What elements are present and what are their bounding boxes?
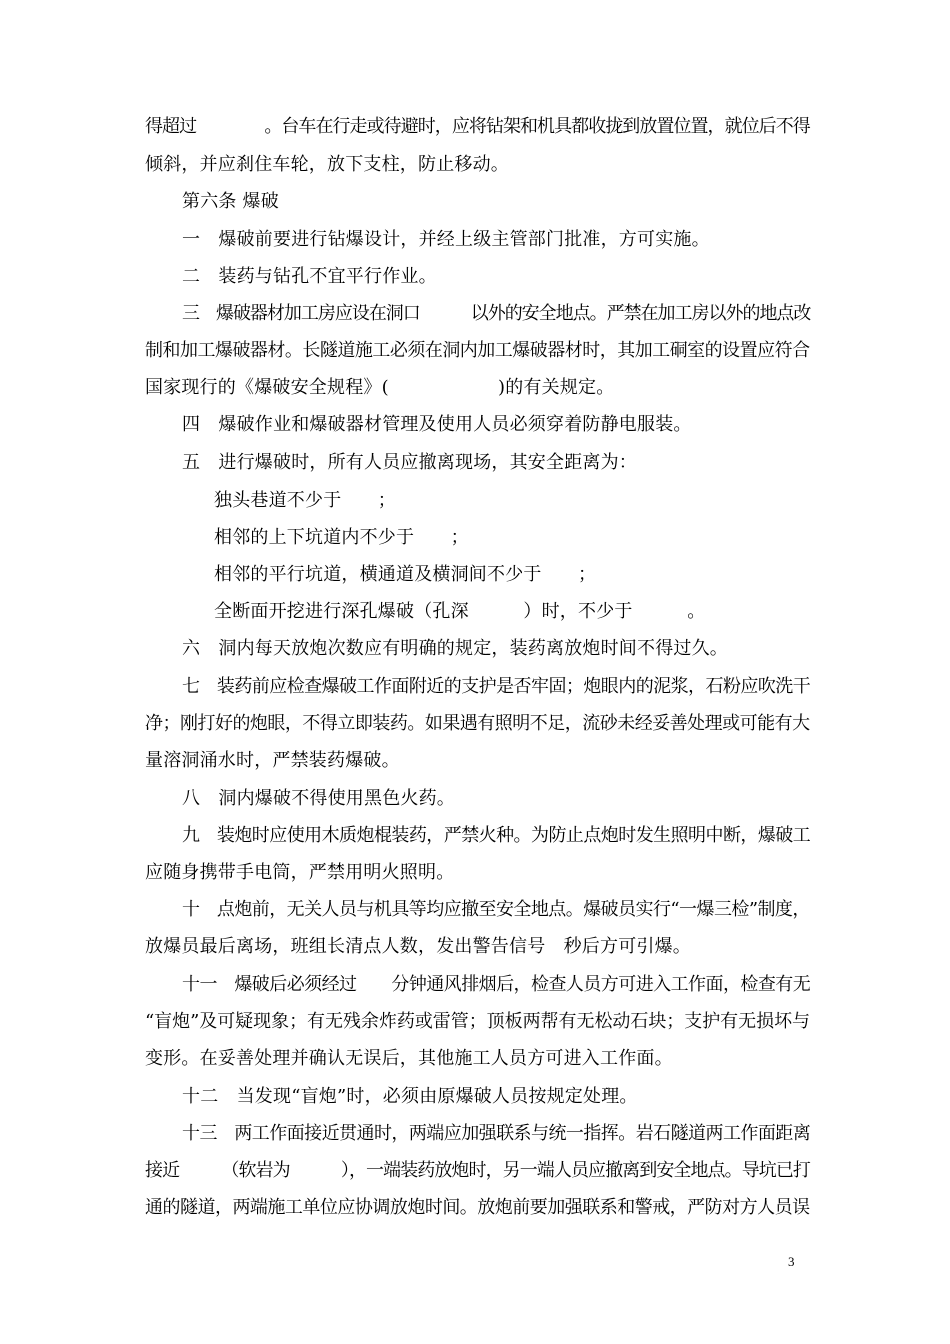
text-line: 十三 两工作面接近贯通时，两端应加强联系与统一指挥。岩石隧道两工作面距离: [182, 1123, 811, 1144]
text-line: 五 进行爆破时，所有人员应撤离现场，其安全距离为：: [182, 452, 637, 473]
text-line: 放爆员最后离场，班组长清点人数，发出警告信号 秒后方可引爆。: [145, 936, 691, 957]
text-line: 净；刚打好的炮眼，不得立即装药。如果遇有照明不足，流砂未经妥善处理或可能有大: [145, 713, 810, 734]
text-line: 十一 爆破后必须经过 分钟通风排烟后，检查人员方可进入工作面，检查有无: [182, 974, 811, 995]
text-line: 十二 当发现“盲炮”时，必须由原爆破人员按规定处理。: [182, 1086, 638, 1107]
text-line: 一 爆破前要进行钻爆设计，并经上级主管部门批准，方可实施。: [182, 229, 710, 250]
text-line: 得超过 。台车在行走或待避时，应将钻架和机具都收拢到放置位置，就位后不得: [145, 116, 810, 137]
text-line: 应随身携带手电筒，严禁用明火照明。: [145, 862, 455, 883]
text-line: 九 装炮时应使用木质炮棍装药，严禁火种。为防止点炮时发生照明中断，爆破工: [182, 825, 811, 846]
text-line: 相邻的平行坑道，横通道及横洞间不少于 ；: [214, 564, 597, 585]
text-line: 十 点炮前，无关人员与机具等均应撤至安全地点。爆破员实行“一爆三检”制度，: [182, 899, 810, 920]
text-line: 七 装药前应检查爆破工作面附近的支护是否牢固；炮眼内的泥浆，石粉应吹洗干: [182, 676, 811, 697]
text-line: 全断面开挖进行深孔爆破（孔深 ）时，不少于 。: [214, 601, 706, 622]
text-line: 通的隧道，两端施工单位应协调放炮时间。放炮前要加强联系和警戒，严防对方人员误: [145, 1197, 810, 1218]
text-line: 制和加工爆破器材。长隧道施工必须在洞内加工爆破器材时，其加工硐室的设置应符合: [145, 340, 810, 361]
text-line: 接近 （软岩为 ），一端装药放炮时，另一端人员应撤离到安全地点。导坑已打: [145, 1160, 810, 1181]
section-heading: 第六条 爆破: [182, 191, 279, 212]
text-line: 相邻的上下坑道内不少于 ；: [214, 527, 469, 548]
text-line: 四 爆破作业和爆破器材管理及使用人员必须穿着防静电服装。: [182, 414, 692, 435]
text-line: 倾斜，并应刹住车轮，放下支柱，防止移动。: [145, 154, 509, 175]
text-line: 量溶洞涌水时，严禁装药爆破。: [145, 750, 400, 771]
text-line: 国家现行的《爆破安全规程》( )的有关规定。: [145, 377, 615, 398]
text-line: 二 装药与钻孔不宜平行作业。: [182, 266, 437, 287]
text-line: 三 爆破器材加工房应设在洞口 以外的安全地点。严禁在加工房以外的地点改: [182, 303, 811, 324]
text-line: 变形。在妥善处理并确认无误后，其他施工人员方可进入工作面。: [145, 1048, 673, 1069]
page-number: 3: [788, 1254, 795, 1269]
text-line: 六 洞内每天放炮次数应有明确的规定，装药离放炮时间不得过久。: [182, 638, 728, 659]
text-line: “盲炮”及可疑现象；有无残余炸药或雷管；顶板两帮有无松动石块；支护有无损坏与: [145, 1011, 811, 1032]
text-line: 独头巷道不少于 ；: [214, 490, 396, 511]
text-line: 八 洞内爆破不得使用黑色火药。: [182, 788, 455, 809]
